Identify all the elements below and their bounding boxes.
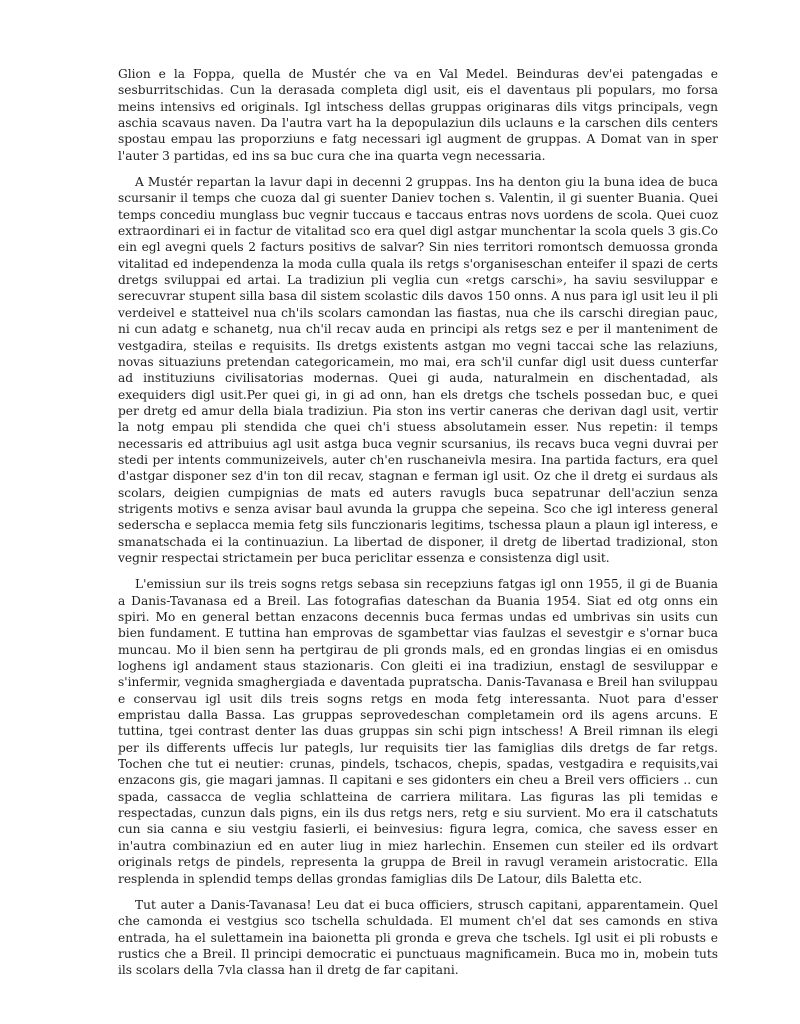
paragraph-3: L'emissiun sur ils treis sogns retgs sebasa sin recepziuns fatgas igl onn 1955, il gi de Buania a Danis-Tavanasa ed a Breil. Las fotografias dateschan da Buania 1954. Siat ed otg onns ein spiri. Mo en general bettan enzacons decennis buca fermas undas ed umbrivas sin usits cun bien fundament. E tuttina han emprovas de sgambettar vias faulzas el sevestgir e s'ornar buca muncau. Mo il bien senn ha pertgirau de pli gronds mals, ed en grondas lingias ei en omisdus loghens igl andament staus stazionaris. Con gleiti ei ina tradiziun, enstagl de sesviluppar e s'infermir, vegnida smaghergiada e daventada pupratscha. Danis-Tavanasa e Breil han sviluppau e conservau igl usit dils treis sogns retgs en moda fetg interessanta. Nuot para d'esser empristau dalla Bassa. Las gruppas seprovedeschan completamein ord ils agens arcuns. E tuttina, tgei contrast denter las duas gruppas sin schi pign intschess! A Breil rimnan ils elegi per ils differents uffecis lur pategls, lur requisits tier las famiglias dils dretgs de far retgs. Tochen che tut ei neutier: crunas, pindels, tschacos, chepis, spadas, vestgadira e requisits,vai enzacons gis, gie magari jamnas. Il capitani e ses gidonters ein cheu a Breil vers officiers .. cun spada, cassacca de veglia schlatteina de carriera militara. Las figuras las pli temidas e respectadas, cunzun dals pigns, ein ils dus retgs ners, retg e siu survient. Mo era il catschatuts cun sia canna e siu vestgiu fasierli, ei beinvesius: figura legra, comica, che savess esser en in'autra combinaziun ed en auter liug in miez harlechin. Ensemen cun steiler ed ils ordvart originals retgs de pindels, representa la gruppa de Breil in ravugl veramein aristocratic. Ella resplenda in splendid temps dellas grondas famiglias dils De Latour, dils Baletta etc. [118, 577, 718, 886]
paragraph-4: Tut auter a Danis-Tavanasa! Leu dat ei buca officiers, strusch capitani, apparentamein. Quel che camonda ei vestgius sco tschella schuldada. El mument ch'el dat ses camonds en stiva entrada, ha el sulettamein ina baionetta pli gronda e greva che tschels. Igl usit ei pli robusts e rustics che a Breil. Il principi democratic ei punctuaus magnificamein. Buca mo in, mobein tuts ils scolars della 7vla classa han il dretg de far capitani. [118, 897, 718, 978]
document-page [118, 66, 718, 989]
paragraph-2: A Mustér repartan la lavur dapi in decenni 2 gruppas. Ins ha denton giu la buna idea de buca scursanir il temps che cuoza dal gi suenter Daniev tochen s. Valentin, il gi suenter Buania. Quei temps concediu munglass buc vegnir tuccaus e taccaus entras novs uordens de scola. Quei cuoz extraordinari ei in factur de vitalitad sco era quel digl astgar munchentar la scola quels 3 gis.Co ein egl avegni quels 2 facturs positivs de salvar? Sin nies territori romontsch demuossa gronda vitalitad ed independenza la moda culla quala ils retgs s'organiseschan enteifer il spazi de certs dretgs sviluppai ed artai. La tradiziun pli veglia cun «retgs carschi», ha saviu sesviluppar e serecuvrar stupent silla basa dil sistem scolastic dils davos 150 onns. A nus para igl usit leu il pli verdeivel e statteivel nua ch'ils scolars camondan las fiastas, nua che ils carschi diregian pauc, ni cun adatg e schanetg, nua ch'il recav auda en principi als retgs sez e per il manteniment de vestgadira, steilas e requisits. Ils dretgs existents astgan mo vegni taccai sche las relaziuns, novas situaziuns pretendan categoricamein, mo mai, era sch'il cunfar digl usit duess cunterfar ad instituziuns civilisatorias modernas. Quei gi auda, naturalmein en dischentadad, als exequiders digl usit.Per quei gi, in gi ad onn, han els dretgs che tschels possedan buc, e quei per dretg ed amur della biala tradiziun. Pia ston ins vertir caneras che derivan dagl usit, vertir la notg empau pli stendida che quei ch'i stuess absolutamein esser. Nus repetin: il temps necessaris ed attribuius agl usit astga buca vegnir scursanius, ils recavs buca vegni duvrai per stedi per intents communizeivels, auter ch'en ruschaneivla mesira. Ina partida facturs, era quel d'astgar disponer sez d'in ton dil recav, stagnan e ferman igl usit. Oz che il dretg ei surdaus als scolars, deigien cumpignias de mats ed auters ravugls buca sepatrunar dell'acziun senza strigents motivs e senza avisar baul avunda la gruppa che sepeina. Sco che igl interess general sederscha e seplacca memia fetg sils funczionaris legitims, tschessa plaun a plaun igl interess, e smanatschada ei la continuaziun. La libertad de disponer, il dretg de libertad tradizional, ston vegnir respectai strictamein per buca periclitar essenza e consistenza digl usit. [118, 175, 718, 565]
paragraph-1: Glion e la Foppa, quella de Mustér che va en Val Medel. Beinduras dev'ei patengadas e sesburritschidas. Cun la derasada completa digl usit, eis el daventaus pli populars, mo forsa meins intensivs ed originals. Igl intschess dellas gruppas originaras dils vitgs principals, vegn aschia scavaus naven. Da l'autra vart ha la depopulaziun dils uclauns e la carschen dils centers spostau empau las proporziuns e fatg necessari igl augment de gruppas. A Domat van in sper l'auter 3 partidas, ed ins sa buc cura che ina quarta vegn necessaria. [118, 67, 718, 163]
